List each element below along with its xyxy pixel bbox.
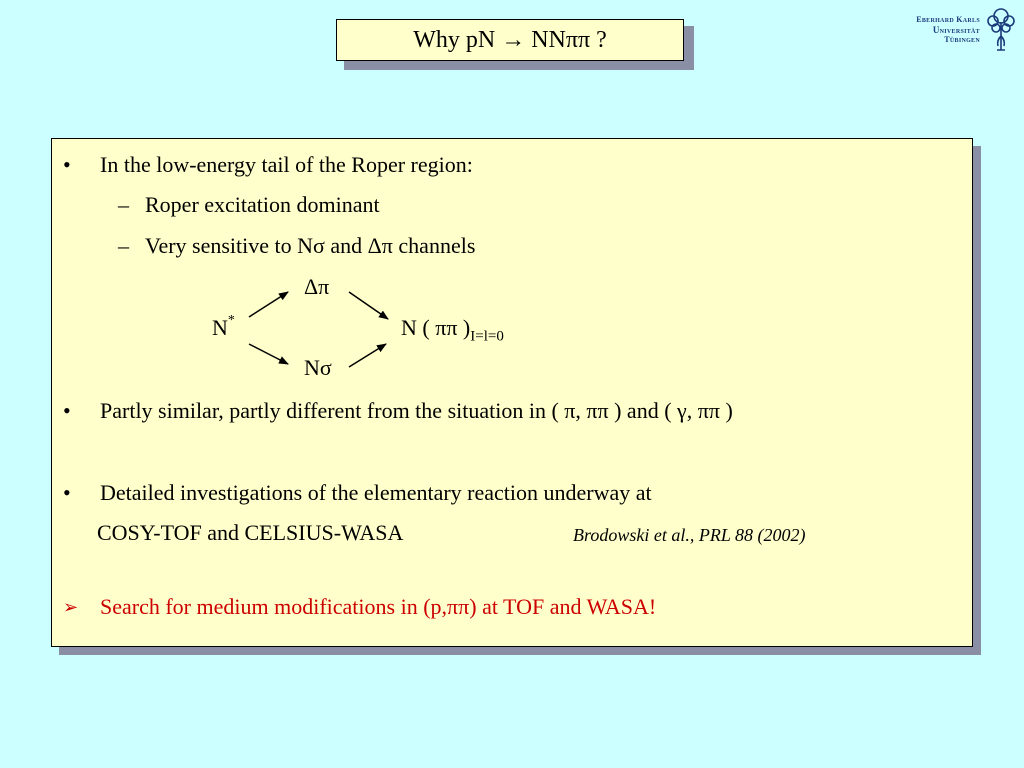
bullet-marker: • bbox=[63, 480, 71, 505]
bullet-text-investigations: Detailed investigations of the elementary reaction underway at bbox=[100, 480, 652, 505]
subitem-text-roper-excitation: Roper excitation dominant bbox=[145, 192, 380, 217]
subitem-marker: – bbox=[118, 233, 129, 258]
diagram-n-star-label: N bbox=[212, 315, 228, 340]
bullet-text-similar: Partly similar, partly different from the situation in ( π, ππ ) and ( γ, ππ ) bbox=[100, 398, 733, 423]
palm-tree-icon bbox=[984, 6, 1018, 56]
diagram-delta-pi: Δπ bbox=[304, 274, 330, 299]
reference-citation: Brodowski et al., PRL 88 (2002) bbox=[573, 525, 806, 545]
university-logo bbox=[884, 6, 1020, 56]
conclusion-text: Search for medium modifications in (p,ππ) at TOF and WASA! bbox=[100, 594, 657, 619]
diagram-n-sigma: Nσ bbox=[304, 355, 332, 380]
content-box bbox=[51, 138, 973, 647]
logo-line-1: Eberhard Karls bbox=[916, 15, 980, 24]
bullet-marker: • bbox=[63, 152, 71, 177]
diagram-n-star-superscript: * bbox=[227, 312, 235, 328]
arrowhead-bullet-icon: ➢ bbox=[63, 597, 79, 617]
diagram-n-pipi-label: N ( ππ ) bbox=[401, 315, 471, 340]
bullet-text-roper: In the low-energy tail of the Roper region: bbox=[100, 152, 473, 177]
diagram-n-pipi-subscript: I=l=0 bbox=[470, 328, 504, 345]
logo-line-2: Universität bbox=[932, 25, 980, 35]
subitem-marker: – bbox=[118, 192, 129, 217]
slide-title: Why pN → NNππ ? bbox=[336, 19, 684, 61]
logo-text bbox=[916, 15, 980, 45]
logo-line-3: Tübingen bbox=[944, 35, 980, 44]
arrow-nstar-to-nsigma bbox=[249, 344, 288, 364]
diagram-arrows bbox=[52, 139, 974, 648]
subitem-text-channels: Very sensitive to Nσ and Δπ channels bbox=[145, 233, 476, 258]
arrow-deltapi-to-npipi bbox=[349, 292, 388, 319]
arrow-nsigma-to-npipi bbox=[349, 344, 386, 367]
bullet-marker: • bbox=[63, 398, 71, 423]
arrow-nstar-to-deltapi bbox=[249, 292, 288, 317]
facilities-text: COSY-TOF and CELSIUS-WASA bbox=[97, 520, 404, 545]
